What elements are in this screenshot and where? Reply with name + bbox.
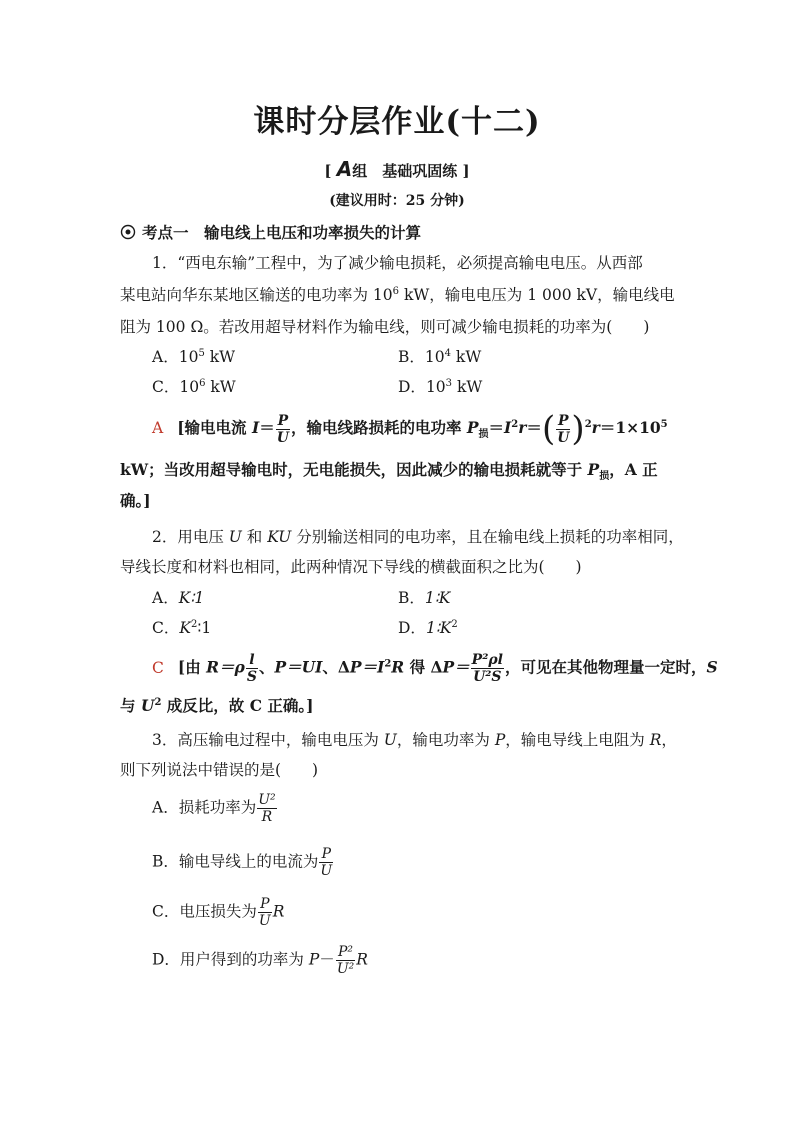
group-bracket-close: ] bbox=[462, 162, 470, 180]
q1-stem-line1: 1．“西电东输”工程中，为了减少输电损耗，必须提高输电电压。从西部 bbox=[152, 254, 643, 272]
q1-option-a[interactable]: A．$10^5$ kW bbox=[152, 347, 236, 366]
keypoint-heading bbox=[120, 224, 421, 241]
q3-option-b[interactable]: B．输电导线上的电流为 $\frac{P}{U}$ bbox=[152, 846, 333, 879]
group-heading bbox=[0, 157, 794, 181]
q2-stem-line1: 2．用电压 U 和 KU 分别输送相同的电功率，且在输电线上损耗的功率相同， bbox=[152, 528, 684, 546]
q2-explanation-line1: C [由 R＝ρ $\frac{l}{S}$ 、P＝UI、$\Delta P=I^2R$ 得 ΔP＝ $\frac{\text{P²ρl}}{\text{U²S}}$ ，可见在其他物理量一定时，S bbox=[152, 652, 718, 685]
fraction: $\frac{P}{U}$ bbox=[276, 412, 289, 446]
q1-explanation-line3: 确。] bbox=[120, 491, 151, 510]
q1-explanation-line2: kW；当改用超导输电时，无电能损失，因此减少的输电损耗就等于 $P_损$，A 正 bbox=[120, 460, 658, 483]
q2-option-d[interactable]: D．$1∶K^2$ bbox=[398, 618, 458, 637]
fraction: $\frac{\text{P²}}{\text{U²}}$ bbox=[336, 944, 355, 977]
q2-option-a[interactable]: A．K∶1 bbox=[152, 589, 205, 607]
q2-explanation-line2: 与 $U^2$ 成反比，故 C 正确。] bbox=[120, 696, 314, 715]
group-label: 组 基础巩固练 bbox=[352, 162, 458, 180]
q3-option-d[interactable]: D．用户得到的功率为 P－ $\frac{\text{P²}}{\text{U²}}$ R bbox=[152, 944, 368, 977]
suggested-time: (建议用时：25 分钟) bbox=[329, 193, 465, 209]
group-bracket-open: [ bbox=[324, 162, 332, 180]
q1-stem-line3: 阻为 100 Ω。若改用超导材料作为输电线，则可减少输电损耗的功率为( ) bbox=[120, 318, 650, 336]
fraction: $\frac{\text{P²ρl}}{\text{U²S}}$ bbox=[471, 652, 503, 685]
q2-option-c[interactable]: C．$K^2∶1$ bbox=[152, 618, 212, 637]
q1-stem-line2: 某电站向华东某地区输送的电功率为 $10^6$ kW，输电电压为 1 000 kV，输电线电 bbox=[120, 285, 675, 304]
q2-answer: C bbox=[152, 658, 164, 677]
fraction: $\frac{P}{U}$ bbox=[258, 896, 271, 929]
fraction: $\frac{l}{S}$ bbox=[246, 652, 257, 685]
page-title: 课时分层作业(十二) bbox=[253, 104, 541, 140]
q3-option-c[interactable]: C．电压损失为 $\frac{P}{U}$ R bbox=[152, 896, 285, 929]
q3-stem-line1: 3．高压输电过程中，输电电压为 U，输电功率为 P，输电导线上电阻为 R， bbox=[152, 731, 677, 749]
group-letter: A bbox=[336, 157, 353, 181]
q3-stem-line2: 则下列说法中错误的是( ) bbox=[120, 761, 319, 779]
q1-option-d[interactable]: D．$10^3$ kW bbox=[398, 377, 483, 396]
q2-option-b[interactable]: B．1∶K bbox=[398, 589, 451, 607]
q1-explanation-line1: A [输电电流 I＝ $\frac{P}{U}$ ，输电线路损耗的电功率 $P_损=I^2r=$( $\frac{P}{U}$ )$^2r=1\times 10^5$ bbox=[152, 409, 668, 449]
q1-option-c[interactable]: C．$10^6$ kW bbox=[152, 377, 236, 396]
fraction: $\frac{\text{U²}}{R}$ bbox=[258, 792, 276, 825]
q2-stem-line2: 导线长度和材料也相同，此两种情况下导线的横截面积之比为( ) bbox=[120, 558, 582, 576]
fraction: $\frac{P}{U}$ bbox=[557, 412, 570, 446]
fraction: $\frac{P}{U}$ bbox=[320, 846, 333, 879]
q3-option-a[interactable]: A．损耗功率为 $\frac{\text{U²}}{R}$ bbox=[152, 792, 276, 825]
q1-option-b[interactable]: B．$10^4$ kW bbox=[398, 347, 482, 366]
keypoint-icon bbox=[120, 224, 136, 240]
q1-answer: A bbox=[152, 419, 164, 437]
keypoint-label: 考点一 输电线上电压和功率损失的计算 bbox=[142, 223, 422, 242]
